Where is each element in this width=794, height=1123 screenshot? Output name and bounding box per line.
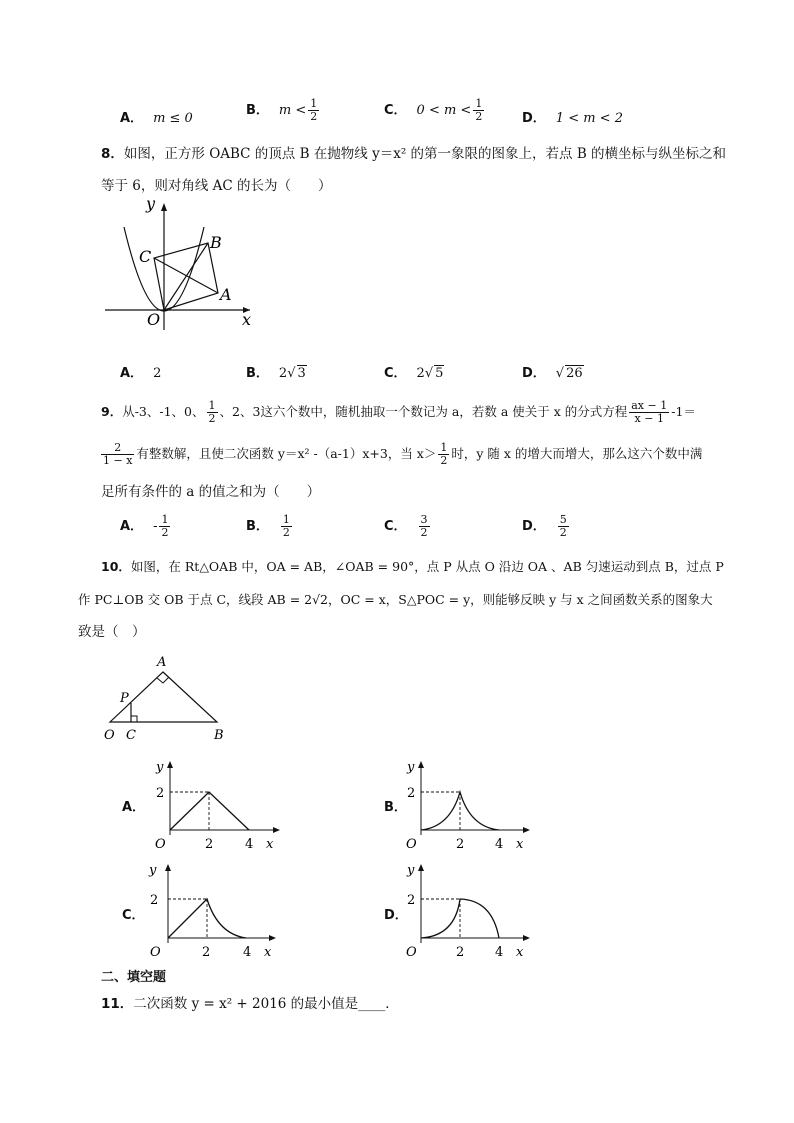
q9-line2: $\frac{2}{1 - x}$ 有整数解，且使二次函数 y＝x² -（a-1）x+3，当 x＞ $\frac{1}{2}$ 时，y 随 x 的增大而增大，那么这六个数中满 (103, 441, 703, 467)
q11-line: 11．二次函数 y = x² + 2016 的最小值是____． (101, 996, 399, 1012)
q10-option-d-label: D． (384, 908, 408, 923)
svg-text:y: y (149, 863, 157, 878)
svg-text:B: B (214, 728, 224, 743)
q10-graph-d (400, 860, 535, 960)
section-fill-in-title: 二、填空题 (101, 970, 167, 985)
q7-option-a: A． m ≤ 0 (120, 111, 193, 126)
q8-line2: 等于 6，则对角线 AC 的长为（ ） (101, 178, 332, 194)
q10-option-c-label: C． (122, 908, 145, 923)
svg-text:4: 4 (245, 837, 254, 852)
q7-option-d: D． 1 < m < 2 (522, 111, 623, 126)
svg-text:C: C (126, 728, 136, 743)
q7-option-b: B． m < $\frac{1}{2}$ (246, 97, 318, 123)
svg-text:2: 2 (150, 893, 159, 908)
svg-text:C: C (139, 247, 152, 266)
svg-text:A: A (220, 285, 232, 304)
q8-option-b: B． 2√ 3 (246, 366, 306, 381)
svg-text:O: O (104, 728, 115, 743)
svg-text:4: 4 (495, 945, 504, 960)
q11-answer-blank: ____ (358, 996, 386, 1012)
svg-text:2: 2 (202, 945, 211, 960)
svg-text:2: 2 (407, 893, 416, 908)
q7-option-c: C． 0 < m < $\frac{1}{2}$ (384, 97, 483, 123)
q9-option-a: A． - $\frac{1}{2}$ (120, 513, 169, 539)
q8-option-c: C． 2√ 5 (384, 366, 444, 381)
svg-text:O: O (155, 837, 166, 852)
graph-a-curve (170, 792, 249, 830)
svg-text:O: O (150, 945, 161, 960)
q9-line1: 9．从-3、-1、0、 $\frac{1}{2}$ 、2、3这六个数中，随机抽取一个数记为 a，若数 a 使关于 x 的分式方程 $\frac{ax - 1}{x - 1}$ -1＝ (101, 399, 696, 425)
svg-text:2: 2 (456, 837, 465, 852)
svg-text:x: x (516, 945, 524, 960)
svg-text:O: O (406, 945, 417, 960)
svg-text:O: O (147, 310, 161, 329)
q10-option-a-label: A． (122, 800, 146, 815)
q10-graph-c (146, 860, 281, 960)
svg-text:y: y (407, 863, 415, 878)
q8-figure (100, 195, 260, 335)
svg-text:P: P (120, 691, 129, 706)
q9-option-c: C． $\frac{3}{2}$ (384, 513, 428, 539)
svg-text:x: x (516, 837, 524, 852)
q10-line2: 作 PC⊥OB 交 OB 于点 C，线段 AB = 2√2，OC = x，S△POC = y，则能够反映 y 与 x 之间函数关系的图象大 (78, 592, 713, 607)
svg-text:x: x (264, 945, 272, 960)
svg-text:2: 2 (456, 945, 465, 960)
svg-text:B: B (210, 233, 222, 252)
svg-text:2: 2 (156, 786, 165, 801)
q10-line1: 10．如图，在 Rt△OAB 中，OA = AB，∠OAB = 90°，点 P 从点 O 沿边 OA 、AB 匀速运动到点 B，过点 P (101, 559, 724, 574)
svg-text:A: A (157, 655, 167, 670)
q10-option-b-label: B． (384, 800, 407, 815)
svg-text:O: O (406, 837, 417, 852)
q8-option-a: A． 2 (120, 366, 162, 381)
svg-text:2: 2 (205, 837, 214, 852)
svg-text:4: 4 (243, 945, 252, 960)
svg-text:4: 4 (495, 837, 504, 852)
q9-line3: 足所有条件的 a 的值之和为（ ） (101, 484, 321, 500)
svg-text:x: x (266, 837, 274, 852)
q8-option-d: D． √ 26 (522, 366, 583, 381)
q10-triangle-figure (100, 650, 235, 745)
svg-text:x: x (242, 310, 252, 329)
q10-graph-a (148, 757, 283, 852)
q10-graph-b (400, 757, 535, 852)
q9-option-b: B． $\frac{1}{2}$ (246, 513, 290, 539)
svg-text:y: y (156, 760, 164, 775)
svg-text:2: 2 (407, 786, 416, 801)
q10-line3: 致是（ ） (78, 624, 146, 640)
q9-option-d: D． $\frac{5}{2}$ (522, 513, 567, 539)
svg-text:y: y (146, 195, 156, 213)
svg-text:y: y (407, 760, 415, 775)
q8-line1: 8．如图，正方形 OABC 的顶点 B 在抛物线 y＝x² 的第一象限的图象上，若点 B 的横坐标与纵坐标之和 (101, 146, 727, 162)
